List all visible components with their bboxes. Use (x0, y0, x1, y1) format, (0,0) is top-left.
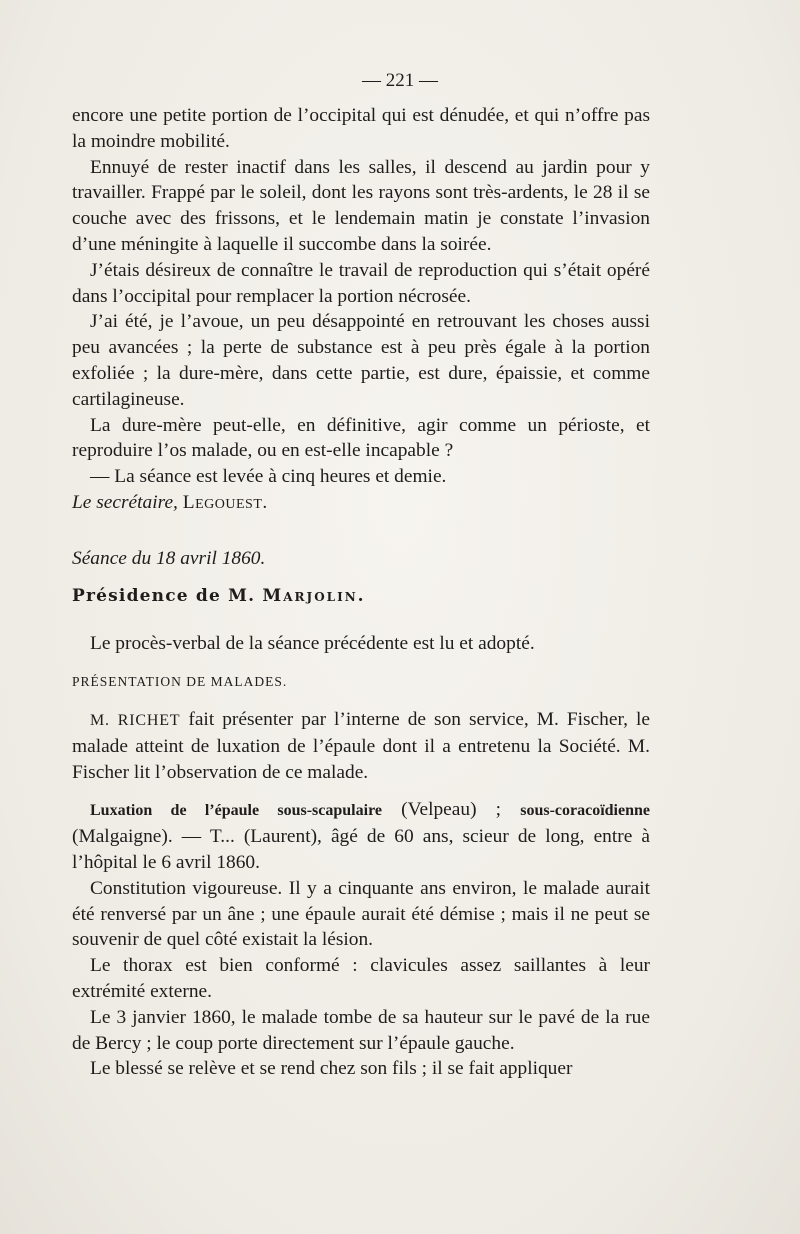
seance-title: Séance du 18 avril 1860. (72, 547, 266, 569)
paragraph-jardin: Ennuyé de rester inactif dans les salles, il descend au jardin pour y travailler. Frappé par le soleil, dont les rayons sont très-ardents, le 28 il se couche avec des frissons, et le lendemain matin je constate l’invasion d’une méningite à laquelle il succombe dans la soirée. (72, 156, 650, 255)
paragraph-seance-levee: — La séance est levée à cinq heures et demie. (90, 466, 447, 488)
paragraph-proces-verbal: Le procès-verbal de la séance précédente est lu et adopté. (90, 633, 535, 655)
speaker-name: M. RICHET (90, 711, 181, 729)
paragraph-desappointe: J’ai été, je l’avoue, un peu désappointé en retrouvant les choses aussi peu avancées ; la perte de substance est à peu près égale à la portion exfoliée ; la dure-mère, dans cette partie, est dure, épaissie, et comme cartilagineuse. (72, 311, 650, 410)
presidence-line (72, 584, 650, 610)
observation-mid: (Velpeau) ; (382, 799, 521, 821)
paragraph-constitution: Constitution vigoureuse. Il y a cinquante ans environ, le malade aurait été renversé par un âne ; une épaule aurait été démise ; mais il ne peut se souvenir de quel côté existait la lésion. (72, 877, 650, 951)
paragraph-blesse: Le blessé se relève et se rend chez son fils ; il se fait appliquer (90, 1058, 573, 1080)
signature-role: Le secrétaire, (72, 491, 178, 513)
paragraph-question: La dure-mère peut-elle, en définitive, agir comme un périoste, et reproduire l’os malade, ou en est-elle incapable ? (72, 414, 650, 462)
section-heading: PRÉSENTATION DE MALADES. (72, 674, 288, 690)
body-text (72, 103, 650, 1082)
observation-rest: (Malgaigne). — T... (Laurent), âgé de 60 ans, scieur de long, entre à l’hôpital le 6 avril 1860. (72, 826, 650, 873)
signature-name: Legouest. (182, 491, 268, 513)
presidence-prefix: Présidence de M. (72, 585, 256, 606)
observation-title-2: sous-coracoïdienne (520, 802, 650, 820)
signature-line (72, 490, 610, 516)
presidence-name: Marjolin. (262, 585, 366, 606)
paragraph-continuation: encore une petite portion de l’occipital qui est dénudée, et qui n’offre pas la moindre mobilité. (72, 105, 650, 152)
paragraph-richet-text: fait présenter par l’interne de son service, M. Fischer, le malade atteint de luxation de l’épaule dont il a entretenu la Société. M. Fischer lit l’observation de ce malade. (72, 708, 650, 783)
paragraph-janvier: Le 3 janvier 1860, le malade tombe de sa hauteur sur le pavé de la rue de Bercy ; le coup porte directement sur l’épaule gauche. (72, 1006, 650, 1054)
page-number: — 221 — (362, 70, 438, 91)
observation-title-1: Luxation de l’épaule sous-scapulaire (90, 802, 382, 820)
paragraph-thorax: Le thorax est bien conformé : clavicules assez saillantes à leur extrémité externe. (72, 955, 650, 1002)
paragraph-reproduction: J’étais désireux de connaître le travail de reproduction qui s’était opéré dans l’occipital pour remplacer la portion nécrosée. (72, 259, 650, 307)
paragraph-richet (72, 707, 650, 785)
paragraph-luxation (72, 797, 650, 875)
